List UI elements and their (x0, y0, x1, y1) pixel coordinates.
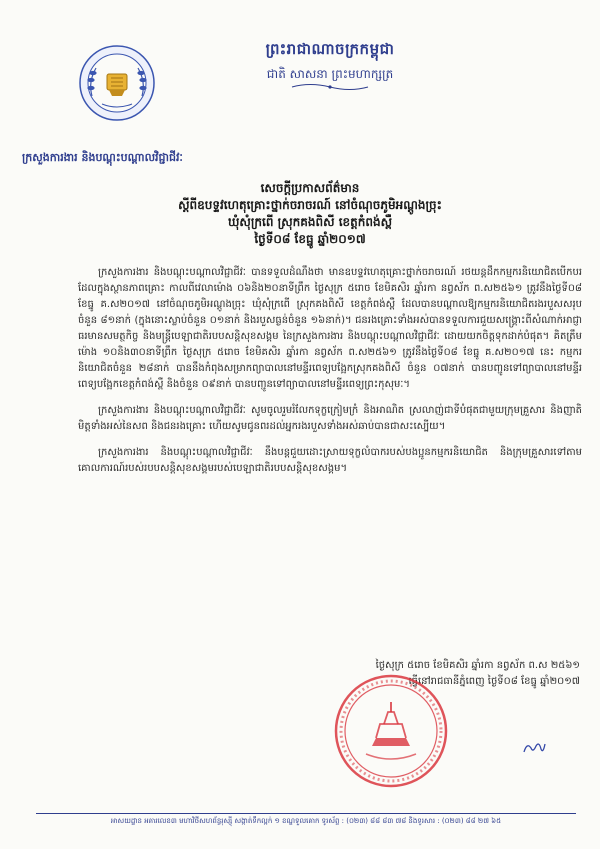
national-motto: ជាតិ សាសនា ព្រះមហាក្សត្រ (266, 67, 394, 81)
divider-ornament-icon (290, 82, 370, 92)
ministry-name: ក្រសួងការងារ និងបណ្តុះបណ្តាលវិជ្ជាជីវៈ (22, 151, 183, 164)
handwritten-signature-icon (521, 740, 547, 756)
paragraph-incident: ក្រសួងការងារ និងបណ្តុះបណ្តាលវិជ្ជាជីវៈ បានទទួលដំណឹងថា មានឧបទ្ទវហេតុគ្រោះថ្នាក់ចរាចរណ៍ រថយន្តដឹកកម្មករនិយោជិតបើកបរដែលក្នុងស្ថានភាពគ្រោះ កាលពីវេលាម៉ោង ០៦និង២០នាទីព្រឹក ថ្ងៃសុក្រ ៥រោច ខែមិគសិរ ឆ្នាំរកា នព្វស័ក ព.ស២៥៦១ ត្រូវនឹងថ្ងៃទី០៨ ខែធ្នូ គ.ស២០១៧ នៅចំណុចភូមិអណ្តូងច្រុះ ឃុំសុំក្រពើ ស្រុកគងពិសី ខេត្តកំពង់ស្ពឺ ដែលបានបណ្តាលឱ្យកម្មករនិយោជិតរងរបួសសរុប ចំនួន ៨១នាក់ (ក្នុងនោះស្លាប់ចំនួន ០១នាក់ និងរបួសធ្ងន់ចំនួន ១៦នាក់)។ ជនរងគ្រោះទាំងអស់បានទទួលការជួយសង្គ្រោះពីសំណាក់អាជ្ញាធរមានសមត្ថកិច្ច និងមន្ត្រីបេឡាជាតិរបបសន្តិសុខសង្គម នៃក្រសួងការងារ និងបណ្តុះបណ្តាលវិជ្ជាជីវៈ ដោយយកចិត្តទុកដាក់បំផុត។ គិតត្រឹមម៉ោង ១០និង៣០នាទីព្រឹក ថ្ងៃសុក្រ ៥រោច ខែមិគសិរ ឆ្នាំរកា នព្វស័ក ព.ស២៥៦១ ត្រូវនឹងថ្ងៃទី០៨ ខែធ្នូ គ.ស២០១៧ នេះ កម្មករនិយោជិតចំនួន ២៨នាក់ បាននឹងកំពុងសម្រាកព្យាបាលនៅមន្ទីរពេទ្យបង្អែកស្រុកគងពិសី ចំនួន ០៧នាក់ បានបញ្ជូនទៅព្យាបាលនៅមន្ទីរពេទ្យបង្អែកខេត្តកំពង់ស្ពឺ និងចំនួន ០៩នាក់ បានបញ្ជូនទៅព្យាបាលនៅមន្ទីរពេទ្យព្រះកុសុមៈ។ (78, 267, 582, 390)
ministry-emblem-icon (78, 44, 156, 122)
kingdom-header (200, 40, 460, 84)
ministry-red-seal-icon (332, 672, 450, 790)
paragraph-support: ក្រសួងការងារ និងបណ្តុះបណ្តាលវិជ្ជាជីវៈ នឹងបន្តជួយដោះស្រាយទុក្ខលំបាករបស់បងប្អូនកម្មករនិយោជិត និងក្រុមគ្រួសារទៅតាមគោលការណ៍របស់របបសន្តិសុខសង្គមរបស់បេឡាជាតិរបបសន្តិសុខសង្គម។ (78, 447, 582, 474)
document-title: សេចក្តីប្រកាសព័ត៌មាន (260, 181, 360, 195)
footer-divider (36, 813, 576, 814)
footer-address: អាសយដ្ឋាន អគារលេខ៣ មហាវិថីសហព័ន្ធរុស្ស៊ី សង្កាត់ទឹកល្អក់ ១ ខណ្ឌទួលគោក ទូរស័ព្ទ : (០២៣) ៨៨ ៨៣ ៧៨ និងទូរសារ : (០២៣) ៨៨ ២៧ ៦៥ (110, 817, 502, 825)
document-date: ថ្ងៃទី០៨ ខែធ្នូ ឆ្នាំ២០១៧ (254, 232, 366, 246)
document-subject: ស្តីពីឧបទ្ទវហេតុគ្រោះថ្នាក់ចរាចរណ៍ នៅចំណុចភូមិអណ្តូងច្រុះ (178, 198, 442, 212)
document-body (78, 265, 582, 487)
document-location: ឃុំសុំក្រពើ ស្រុកគងពិសី ខេត្តកំពង់ស្ពឺ (227, 215, 393, 229)
lunar-date: ថ្ងៃសុក្រ ៥រោច ខែមិគសិរ ឆ្នាំរកា នព្វស័ក ព.ស ២៥៦១ (375, 660, 580, 671)
paragraph-condolence: ក្រសួងការងារ និងបណ្តុះបណ្តាលវិជ្ជាជីវៈ សូមចូលរួមរំលែកទុក្ខក្រៀមក្រំ និងអាណិត ស្រលាញ់ជាទីបំផុតជាមួយក្រុមគ្រួសារ និងញាតិមិត្តទាំងអស់នៃសព និងជនរងគ្រោះ ហើយសូមជូនពរដល់អ្នករងរបួសទាំងអស់ឆាប់បានជាសះស្បើយ។ (78, 405, 582, 432)
kingdom-name: ព្រះរាជាណាចក្រកម្ពុជា (265, 40, 395, 58)
document-titles (40, 180, 580, 248)
place-date: ធ្វើនៅរាជធានីភ្នំពេញ ថ្ងៃទី០៨ ខែធ្នូ ឆ្នាំ២០១៧ (408, 676, 580, 687)
